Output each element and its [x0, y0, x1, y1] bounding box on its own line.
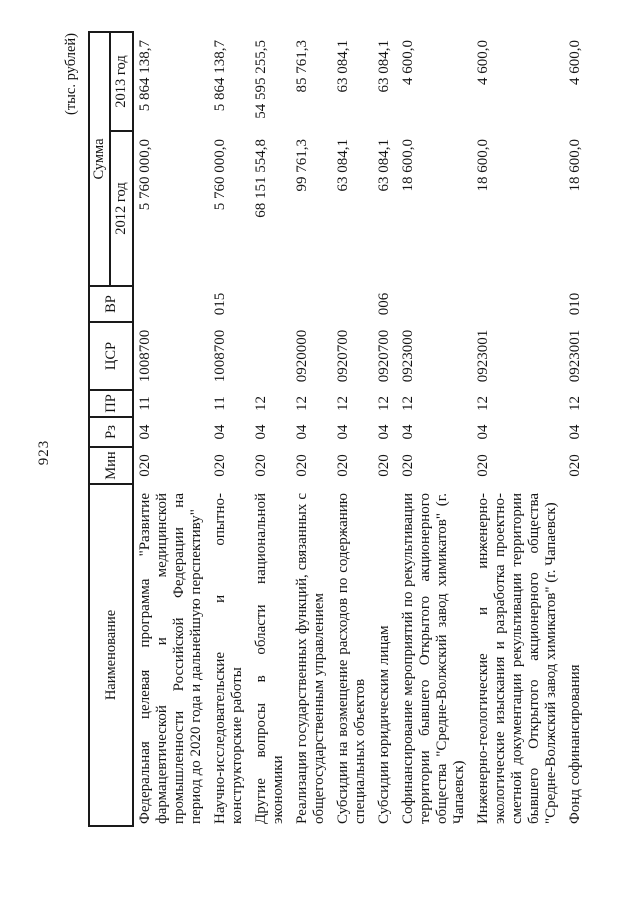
- cell-y2013: 85 761,3: [294, 40, 310, 93]
- cell-y2012: 63 084,1: [376, 139, 392, 192]
- table-row: [133, 32, 212, 826]
- cell-min: 020: [335, 454, 351, 477]
- cell-y2013: 4 600,0: [567, 40, 583, 85]
- units-note: (тыс. рублей): [63, 33, 79, 115]
- cell-name: Другие вопросы в области национальной экономики: [253, 493, 286, 824]
- cell-rz: 04: [567, 424, 583, 440]
- cell-min: 020: [253, 454, 269, 477]
- cell-csr: 0923001: [475, 329, 491, 383]
- cell-rz: 04: [475, 424, 491, 440]
- col-header-vr: ВР: [89, 286, 133, 322]
- cell-pr: 12: [294, 396, 310, 411]
- cell-rz: 04: [376, 424, 392, 440]
- table-row: [294, 32, 335, 826]
- cell-min: 020: [475, 454, 491, 477]
- cell-vr: [475, 286, 567, 322]
- table-body: [133, 32, 591, 826]
- col-header-min: Мин: [89, 447, 133, 484]
- cell-vr: [400, 286, 475, 322]
- col-header-2012: 2012 год: [110, 131, 133, 286]
- cell-y2012: 68 151 554,8: [253, 139, 269, 218]
- cell-csr: 0920700: [335, 329, 351, 383]
- budget-table: [88, 31, 591, 827]
- cell-pr: 11: [137, 396, 153, 411]
- cell-y2013: 4 600,0: [475, 40, 491, 85]
- cell-vr: 010: [567, 292, 583, 316]
- col-header-rz: Рз: [89, 417, 133, 447]
- cell-name: Софинансирование мероприятий по рекультивации территории бывшего Открытого акционерного общества "Средне-Волжский завод химикатов" (г. Чапаевск): [400, 493, 467, 824]
- cell-min: 020: [294, 454, 310, 477]
- cell-name: Федеральная целевая программа "Развитие фармацевтической и медицинской промышленности Российской Федерации на период до 2020 года и дальнейшую перспективу": [137, 493, 204, 824]
- cell-csr: 1008700: [137, 329, 153, 383]
- cell-min: 020: [400, 454, 416, 477]
- cell-vr: [133, 286, 212, 322]
- cell-y2013: 54 595 255,5: [253, 40, 269, 119]
- cell-min: 020: [567, 454, 583, 477]
- col-header-csr: ЦСР: [89, 322, 133, 390]
- cell-pr: 11: [212, 396, 228, 411]
- cell-min: 020: [212, 454, 228, 477]
- cell-y2012: 5 760 000,0: [212, 139, 228, 211]
- cell-csr: 0923000: [400, 329, 416, 383]
- table-row: [253, 32, 294, 826]
- table-row: [475, 32, 567, 826]
- cell-rz: 04: [294, 424, 310, 440]
- cell-name: Фонд софинансирования: [567, 664, 583, 824]
- cell-rz: 04: [253, 424, 269, 440]
- col-header-name: Наименование: [89, 484, 133, 826]
- col-header-summa: Сумма: [89, 32, 110, 286]
- table-row: [212, 32, 253, 826]
- cell-min: 020: [376, 454, 392, 477]
- table-row: [400, 32, 475, 826]
- cell-vr: 006: [376, 292, 392, 316]
- cell-y2013: 63 084,1: [376, 40, 392, 93]
- cell-csr: [253, 322, 294, 390]
- cell-csr: 0923001: [567, 329, 583, 383]
- cell-csr: 0920000: [294, 329, 310, 383]
- cell-vr: [294, 286, 335, 322]
- cell-y2013: 5 864 138,7: [137, 40, 153, 112]
- cell-vr: [335, 286, 376, 322]
- cell-rz: 04: [400, 424, 416, 440]
- page-number: 923: [36, 439, 52, 466]
- table-header: [89, 32, 133, 826]
- cell-y2012: 5 760 000,0: [137, 139, 153, 211]
- cell-name: Реализация государственных функций, связанных с общегосударственным управлением: [294, 493, 327, 824]
- cell-rz: 04: [212, 424, 228, 440]
- cell-name: Субсидии юридическим лицам: [376, 625, 392, 824]
- cell-name: Субсидии на возмещение расходов по содержанию специальных объектов: [335, 493, 368, 824]
- cell-vr: [253, 286, 294, 322]
- table-row: [376, 32, 400, 826]
- cell-name: Инженерно-геологические и инженерно-экологические изыскания и разработка проектно-сметной документации рекультивации территории бывшего Открытого акционерного общества "Средне-Волжский завод химикатов" (г. Чапаевск): [475, 493, 559, 824]
- cell-y2013: 63 084,1: [335, 40, 351, 93]
- cell-pr: 12: [400, 396, 416, 411]
- cell-y2013: 5 864 138,7: [212, 40, 228, 112]
- cell-y2012: 99 761,3: [294, 139, 310, 192]
- table-row: [567, 32, 591, 826]
- cell-pr: 12: [253, 396, 269, 411]
- cell-name: Научно-исследовательские и опытно-конструкторские работы: [212, 493, 245, 824]
- cell-y2012: 18 600,0: [475, 139, 491, 192]
- cell-vr: 015: [212, 292, 228, 316]
- cell-csr: 1008700: [212, 329, 228, 383]
- cell-pr: 12: [335, 396, 351, 411]
- cell-pr: 12: [567, 396, 583, 411]
- cell-rz: 04: [335, 424, 351, 440]
- cell-y2013: 4 600,0: [400, 40, 416, 85]
- cell-pr: 12: [376, 396, 392, 411]
- table-row: [335, 32, 376, 826]
- cell-rz: 04: [137, 424, 153, 440]
- col-header-2013: 2013 год: [110, 32, 133, 131]
- cell-min: 020: [137, 454, 153, 477]
- cell-y2012: 18 600,0: [567, 139, 583, 192]
- col-header-pr: ПР: [89, 390, 133, 417]
- cell-pr: 12: [475, 396, 491, 411]
- cell-y2012: 18 600,0: [400, 139, 416, 192]
- cell-csr: 0920700: [376, 329, 392, 383]
- cell-y2012: 63 084,1: [335, 139, 351, 192]
